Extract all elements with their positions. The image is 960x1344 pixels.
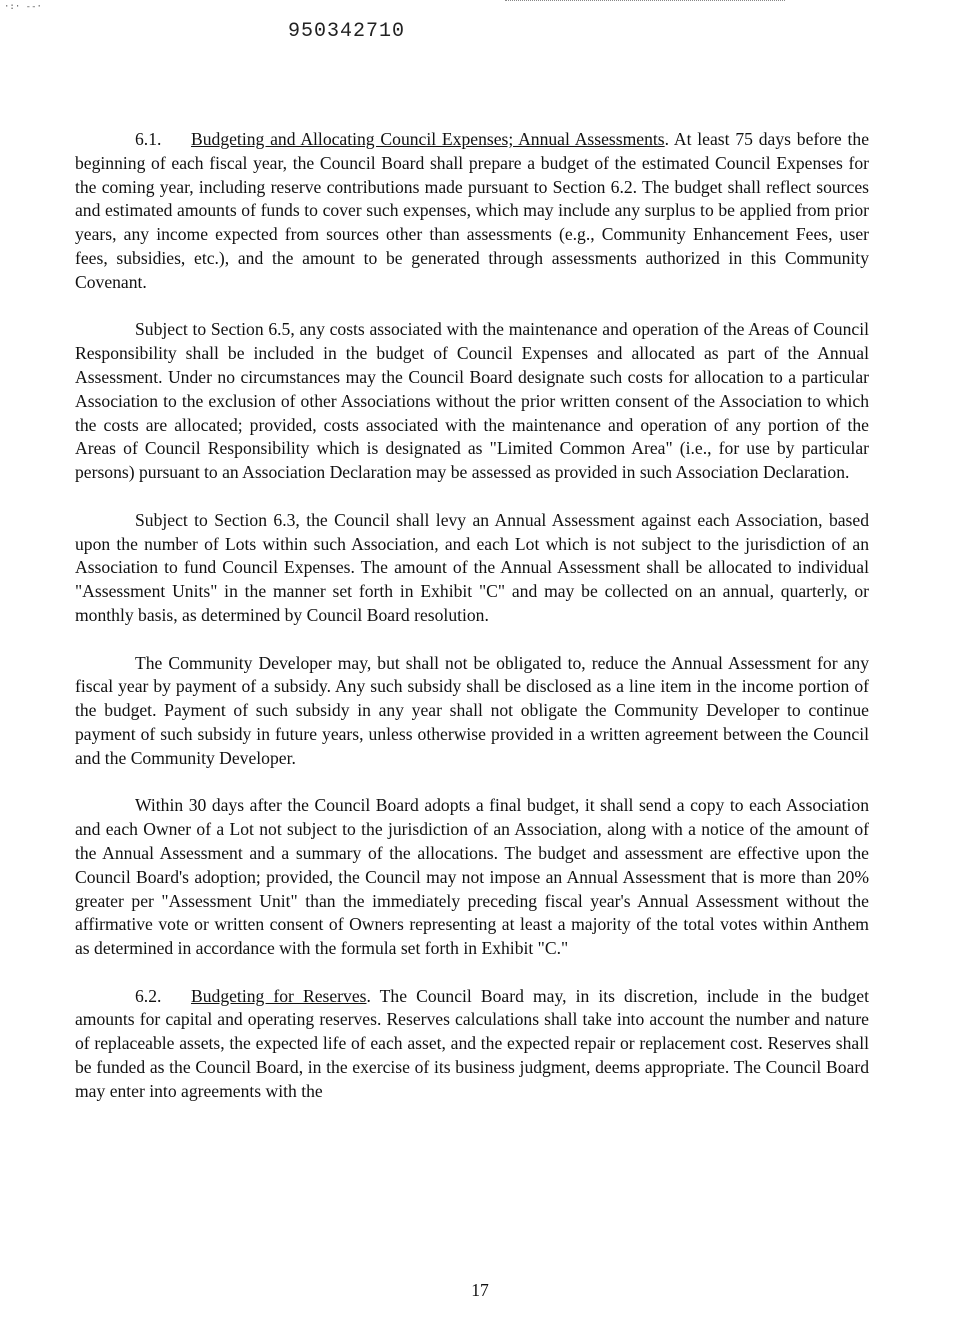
- section-text: . At least 75 days before the beginning of each fiscal year, the Council Board shall prepare a budget of the estimated Council Expenses for the coming year, including reserve contributions made pursuant to Section 6.2. The budget shall reflect sources and estimated amounts of funds to cover such expenses, which may include any surplus to be applied from prior years, any income expected from sources other than assessments (e.g., Community Enhancement Fees, user fees, subsidies, etc.), and the amount to be generated through assessments authorized in this Community Covenant.: [75, 129, 869, 292]
- section-6-2-paragraph: [75, 985, 869, 1104]
- body-paragraph: Subject to Section 6.5, any costs associated with the maintenance and operation of the Areas of Council Responsibility shall be included in the budget of Council Expenses and allocated as part of the Annual Assessment. Under no circumstances may the Council Board designate such costs for allocation to a particular Association to the exclusion of other Associations without the prior written consent of the Association to which the costs are allocated; provided, costs associated with the maintenance and operation of any portion of the Areas of Council Responsibility which is designated as "Limited Common Area" (i.e., for use by particular persons) pursuant to an Association Declaration may be assessed as provided in such Association Declaration.: [75, 319, 869, 483]
- body-paragraph: Subject to Section 6.3, the Council shall levy an Annual Assessment against each Association, based upon the number of Lots within such Association, and each Lot which is not subject to the jurisdiction of an Association to fund Council Expenses. The amount of the Annual Assessment shall be allocated to individual "Assessment Units" in the manner set forth in Exhibit "C" and may be collected on an annual, quarterly, or monthly basis, as determined by Council Board resolution.: [75, 509, 869, 625]
- section-text: . The Council Board may, in its discretion, include in the budget amounts for capital and operating reserves. Reserves calculations shall take into account the number and nature of replaceable assets, the expected life of each asset, and the expected repair or replacement cost. Reserves shall be funded as the Council Board, in the exercise of its business judgment, deems appropriate. The Council Board may enter into agreements with the: [75, 985, 869, 1101]
- body-paragraph: Within 30 days after the Council Board adopts a final budget, it shall send a copy to each Association and each Owner of a Lot not subject to the jurisdiction of an Association, along with a notice of the amount of the Annual Assessment and a summary of the allocations. The budget and assessment are effective upon the Council Board's adoption; provided, the Council may not impose an Annual Assessment that is more than 20% greater per "Assessment Unit" than the immediately preceding fiscal year's Annual Assessment without the affirmative vote or written consent of Owners representing at least a majority of the total votes within Anthem as determined in accordance with the formula set forth in Exhibit "C.": [75, 795, 869, 959]
- document-number: 950342710: [288, 20, 406, 43]
- page-number: 17: [471, 1280, 489, 1300]
- section-heading: Budgeting for Reserves: [191, 985, 367, 1006]
- section-6-1-paragraph: [75, 128, 869, 295]
- section-heading: Budgeting and Allocating Council Expenses; Annual Assessments: [191, 129, 665, 149]
- document-body: [75, 128, 869, 1127]
- section-number: 6.1.: [135, 129, 162, 149]
- scan-artifact-line: [505, 0, 785, 3]
- section-number: 6.2.: [135, 985, 162, 1006]
- scan-artifact: ·:· ‑‑·: [4, 2, 42, 12]
- body-paragraph: The Community Developer may, but shall not be obligated to, reduce the Annual Assessment for any fiscal year by payment of a subsidy. Any such subsidy shall be disclosed as a line item in the income portion of the budget. Payment of such subsidy in any year shall not obligate the Community Developer to continue payment of such subsidy in future years, unless otherwise provided in a written agreement between the Council and the Community Developer.: [75, 652, 869, 768]
